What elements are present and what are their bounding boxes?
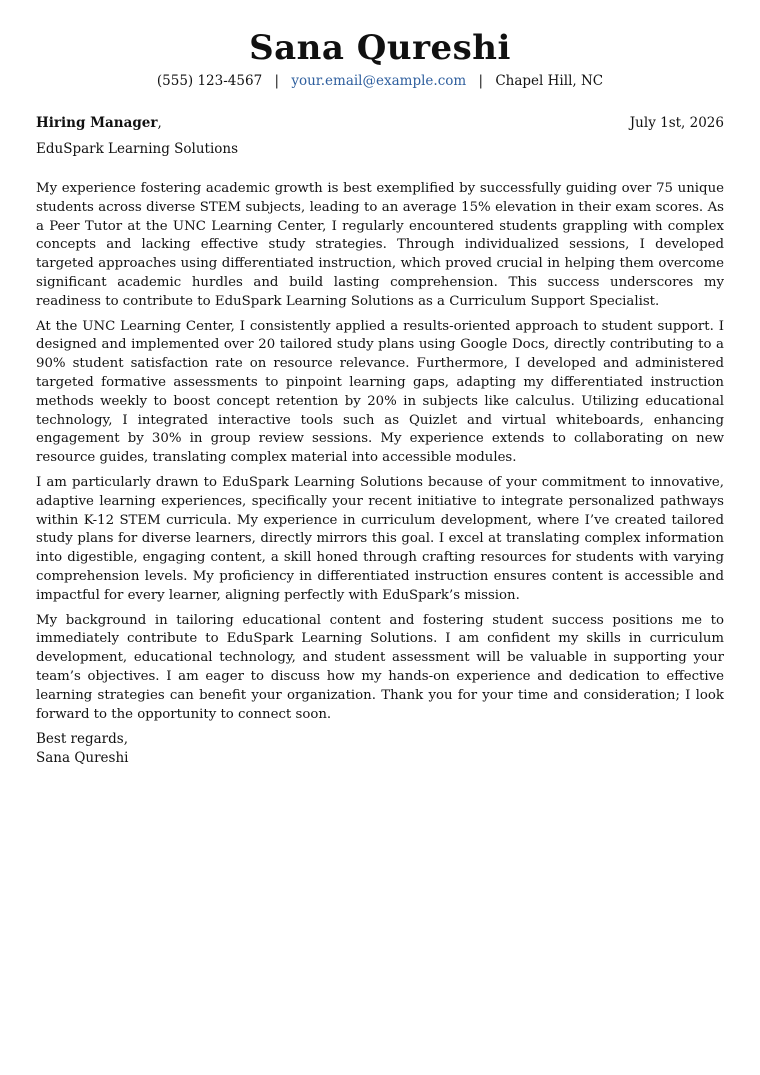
closing-salutation: Best regards, [36, 731, 129, 748]
body-paragraph: My experience fostering academic growth is best exemplified by successfully guiding over 75 unique students across diverse STEM subjects, leading to an average 15% elevation in their exam scores. As a Peer Tutor at the UNC Learning Center, I regularly encountered students grappling with complex concepts and lacking effective study strategies. Through individualized sessions, I developed targeted approaches using differentiated instruction, which proved crucial in helping them overcome significant academic hurdles and build lasting comprehension. This success underscores my readiness to contribute to EduSpark Learning Solutions as a Curriculum Support Specialist. [36, 181, 724, 309]
location: Chapel Hill, NC [495, 73, 604, 89]
recipient-greeting [36, 114, 162, 132]
contact-separator: | [478, 73, 484, 89]
recipient-name-suffix: , [157, 115, 162, 131]
contact-line [36, 72, 724, 90]
phone-number: (555) 123-4567 [156, 73, 263, 89]
closing [36, 730, 724, 768]
body-paragraph: My background in tailoring educational content and fostering student success positions me to immediately contribute to EduSpark Learning Solutions. I am confident my skills in curriculum development, educational technology, and student assessment will be valuable in supporting your team’s objectives. I am eager to discuss how my hands-on experience and dedication to effective learning strategies can benefit your organization. Thank you for your time and consideration; I look forward to the opportunity to connect soon. [36, 612, 724, 722]
recipient-name: Hiring Manager [36, 115, 158, 131]
letter-body [36, 180, 724, 724]
body-paragraph: I am particularly drawn to EduSpark Learning Solutions because of your commitment to innovative, adaptive learning experiences, specifically your recent initiative to integrate personalized pathways within K-12 STEM curricula. My experience in curriculum development, where I’ve created tailored study plans for diverse learners, directly mirrors this goal. I excel at translating complex information into digestible, engaging content, a skill honed through crafting resources for students with varying comprehension levels. My proficiency in differentiated instruction ensures content is accessible and impactful for every learner, aligning perfectly with EduSpark’s mission. [36, 474, 724, 603]
email-link[interactable]: your.email@example.com [291, 73, 467, 89]
recipient-row [36, 114, 724, 132]
body-paragraph: At the UNC Learning Center, I consistently applied a results-oriented approach to student support. I designed and implemented over 20 tailored study plans using Google Docs, directly contributing to a 90% student satisfaction rate on resource relevance. Furthermore, I developed and administered targeted formative assessments to pinpoint learning gaps, adapting my differentiated instruction methods weekly to boost concept retention by 20% in subjects like calculus. Utilizing educational technology, I integrated interactive tools such as Quizlet and virtual whiteboards, enhancing engagement by 30% in group review sessions. My experience extends to collaborating on new resource guides, translating complex material into accessible modules. [36, 318, 724, 466]
applicant-name: Sana Qureshi [249, 28, 511, 68]
company-name: EduSpark Learning Solutions [36, 141, 239, 157]
signature-name: Sana Qureshi [36, 750, 129, 767]
contact-separator: | [274, 73, 280, 89]
letter-date: July 1st, 2026 [629, 115, 724, 131]
